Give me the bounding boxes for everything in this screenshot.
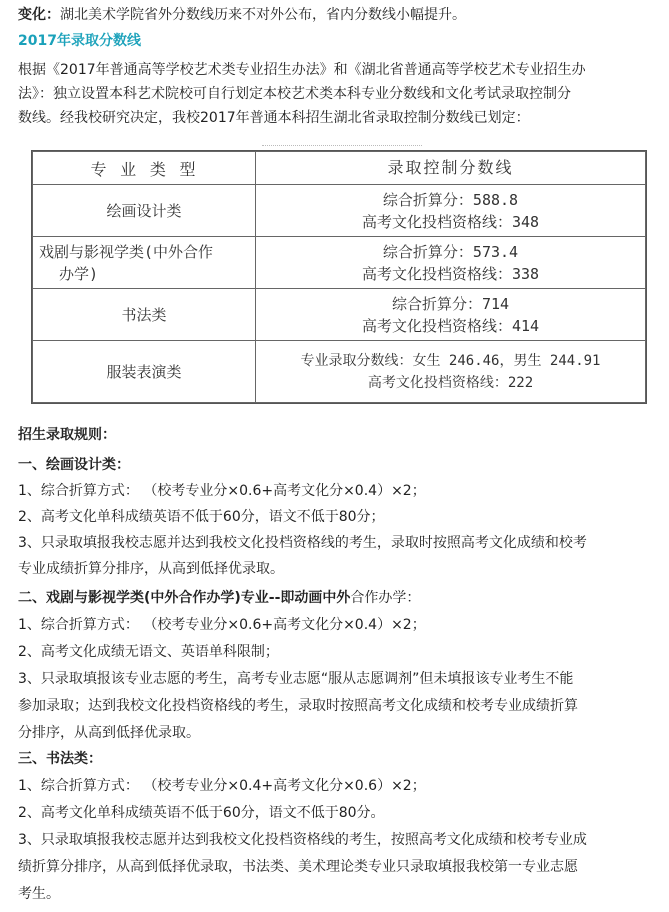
section-2-title: 二、戏剧与影视学类(中外合作办学)专业--即动画中外 (18, 590, 351, 606)
score-line: 综合折算分：573.4 (382, 242, 519, 261)
rule-item: 绩折算分排序，从高到低择优录取，书法类、美术理论类专业只录取填报我校第一专业志愿 (18, 859, 578, 875)
row-type-line: 办学) (59, 264, 99, 283)
rule-item: 3、只录取填报我校志愿并达到我校文化投档资格线的考生，录取时按照高考文化成绩和校考 (18, 535, 587, 551)
row-type-line: 戏剧与影视学类(中外合作 (39, 242, 214, 261)
section-2-title-tail: 合作办学： (350, 590, 421, 606)
header-score: 录取控制分数线 (256, 152, 646, 185)
section-1 (18, 452, 659, 582)
rule-item: 考生。 (18, 886, 60, 902)
change-label: 变化： (18, 7, 60, 23)
section-3 (18, 746, 659, 908)
score-line: 高考文化投档资格线：414 (361, 316, 540, 335)
rule-item: 2、高考文化单科成绩英语不低于60分，语文不低于80分。 (18, 805, 385, 821)
table-row (33, 185, 646, 237)
rule-item: 分排序，从高到低择优录取。 (18, 725, 200, 741)
intro-line: 根据《2017年普通高等学校艺术类专业招生办法》和《湖北省普通高等学校艺术专业招生办 (18, 62, 586, 78)
row-score (256, 185, 646, 237)
row-type (33, 237, 256, 289)
row-type: 服装表演类 (33, 341, 256, 403)
score-table-image (31, 150, 647, 404)
score-line: 综合折算分：714 (391, 294, 510, 313)
rule-item: 专业成绩折算分排序，从高到低择优录取。 (18, 561, 284, 577)
rule-item: 3、只录取填报我校志愿并达到我校文化投档资格线的考生，按照高考文化成绩和校考专业成 (18, 832, 587, 848)
score-table (32, 151, 646, 403)
rule-item: 2、高考文化单科成绩英语不低于60分，语文不低于80分； (18, 509, 385, 525)
header-type: 专 业 类 型 (33, 152, 256, 185)
score-line: 高考文化投档资格线：222 (367, 374, 534, 391)
section-2-title-line (18, 585, 659, 612)
row-type: 绘画设计类 (33, 185, 256, 237)
intro-line: 法》：独立设置本科艺术院校可自行划定本校艺术类本科专业分数线和文化考试录取控制分 (18, 86, 571, 102)
table-row (33, 341, 646, 403)
rule-item: 3、只录取填报该专业志愿的考生，高考专业志愿“服从志愿调剂”但未填报该专业考生不能 (18, 671, 574, 687)
table-header-row (33, 152, 646, 185)
change-line (18, 4, 659, 26)
section-3-title: 三、书法类： (18, 751, 102, 767)
rule-item: 1、综合折算方式： （校考专业分×0.4+高考文化分×0.6）×2； (18, 778, 426, 794)
score-line: 高考文化投档资格线：348 (361, 212, 540, 231)
rule-item: 1、综合折算方式： （校考专业分×0.6+高考文化分×0.4）×2； (18, 617, 426, 633)
table-row (33, 289, 646, 341)
rule-item: 2、高考文化成绩无语文、英语单科限制； (18, 644, 279, 660)
score-line: 综合折算分：588.8 (382, 190, 519, 209)
table-row (33, 237, 646, 289)
section-1-title: 一、绘画设计类： (18, 457, 130, 473)
intro-paragraph (18, 58, 659, 130)
section-2 (18, 585, 659, 747)
row-score (256, 289, 646, 341)
section-title: 2017年录取分数线 (18, 33, 141, 49)
rules-title: 招生录取规则： (18, 427, 116, 443)
rule-item: 1、综合折算方式： （校考专业分×0.6+高考文化分×0.4）×2； (18, 483, 426, 499)
row-type: 书法类 (33, 289, 256, 341)
score-line: 高考文化投档资格线：338 (361, 264, 540, 283)
score-line: 专业录取分数线：女生 246.46，男生 244.91 (300, 352, 601, 369)
rule-item: 参加录取；达到我校文化投档资格线的考生，录取时按照高考文化成绩和校考专业成绩折算 (18, 698, 578, 714)
intro-line: 数线。经我校研究决定，我校2017年普通本科招生湖北省录取控制分数线已划定： (18, 110, 530, 126)
row-score (256, 237, 646, 289)
row-score (256, 341, 646, 403)
change-text: 湖北美术学院省外分数线历来不对外公布，省内分数线小幅提升。 (60, 7, 466, 23)
